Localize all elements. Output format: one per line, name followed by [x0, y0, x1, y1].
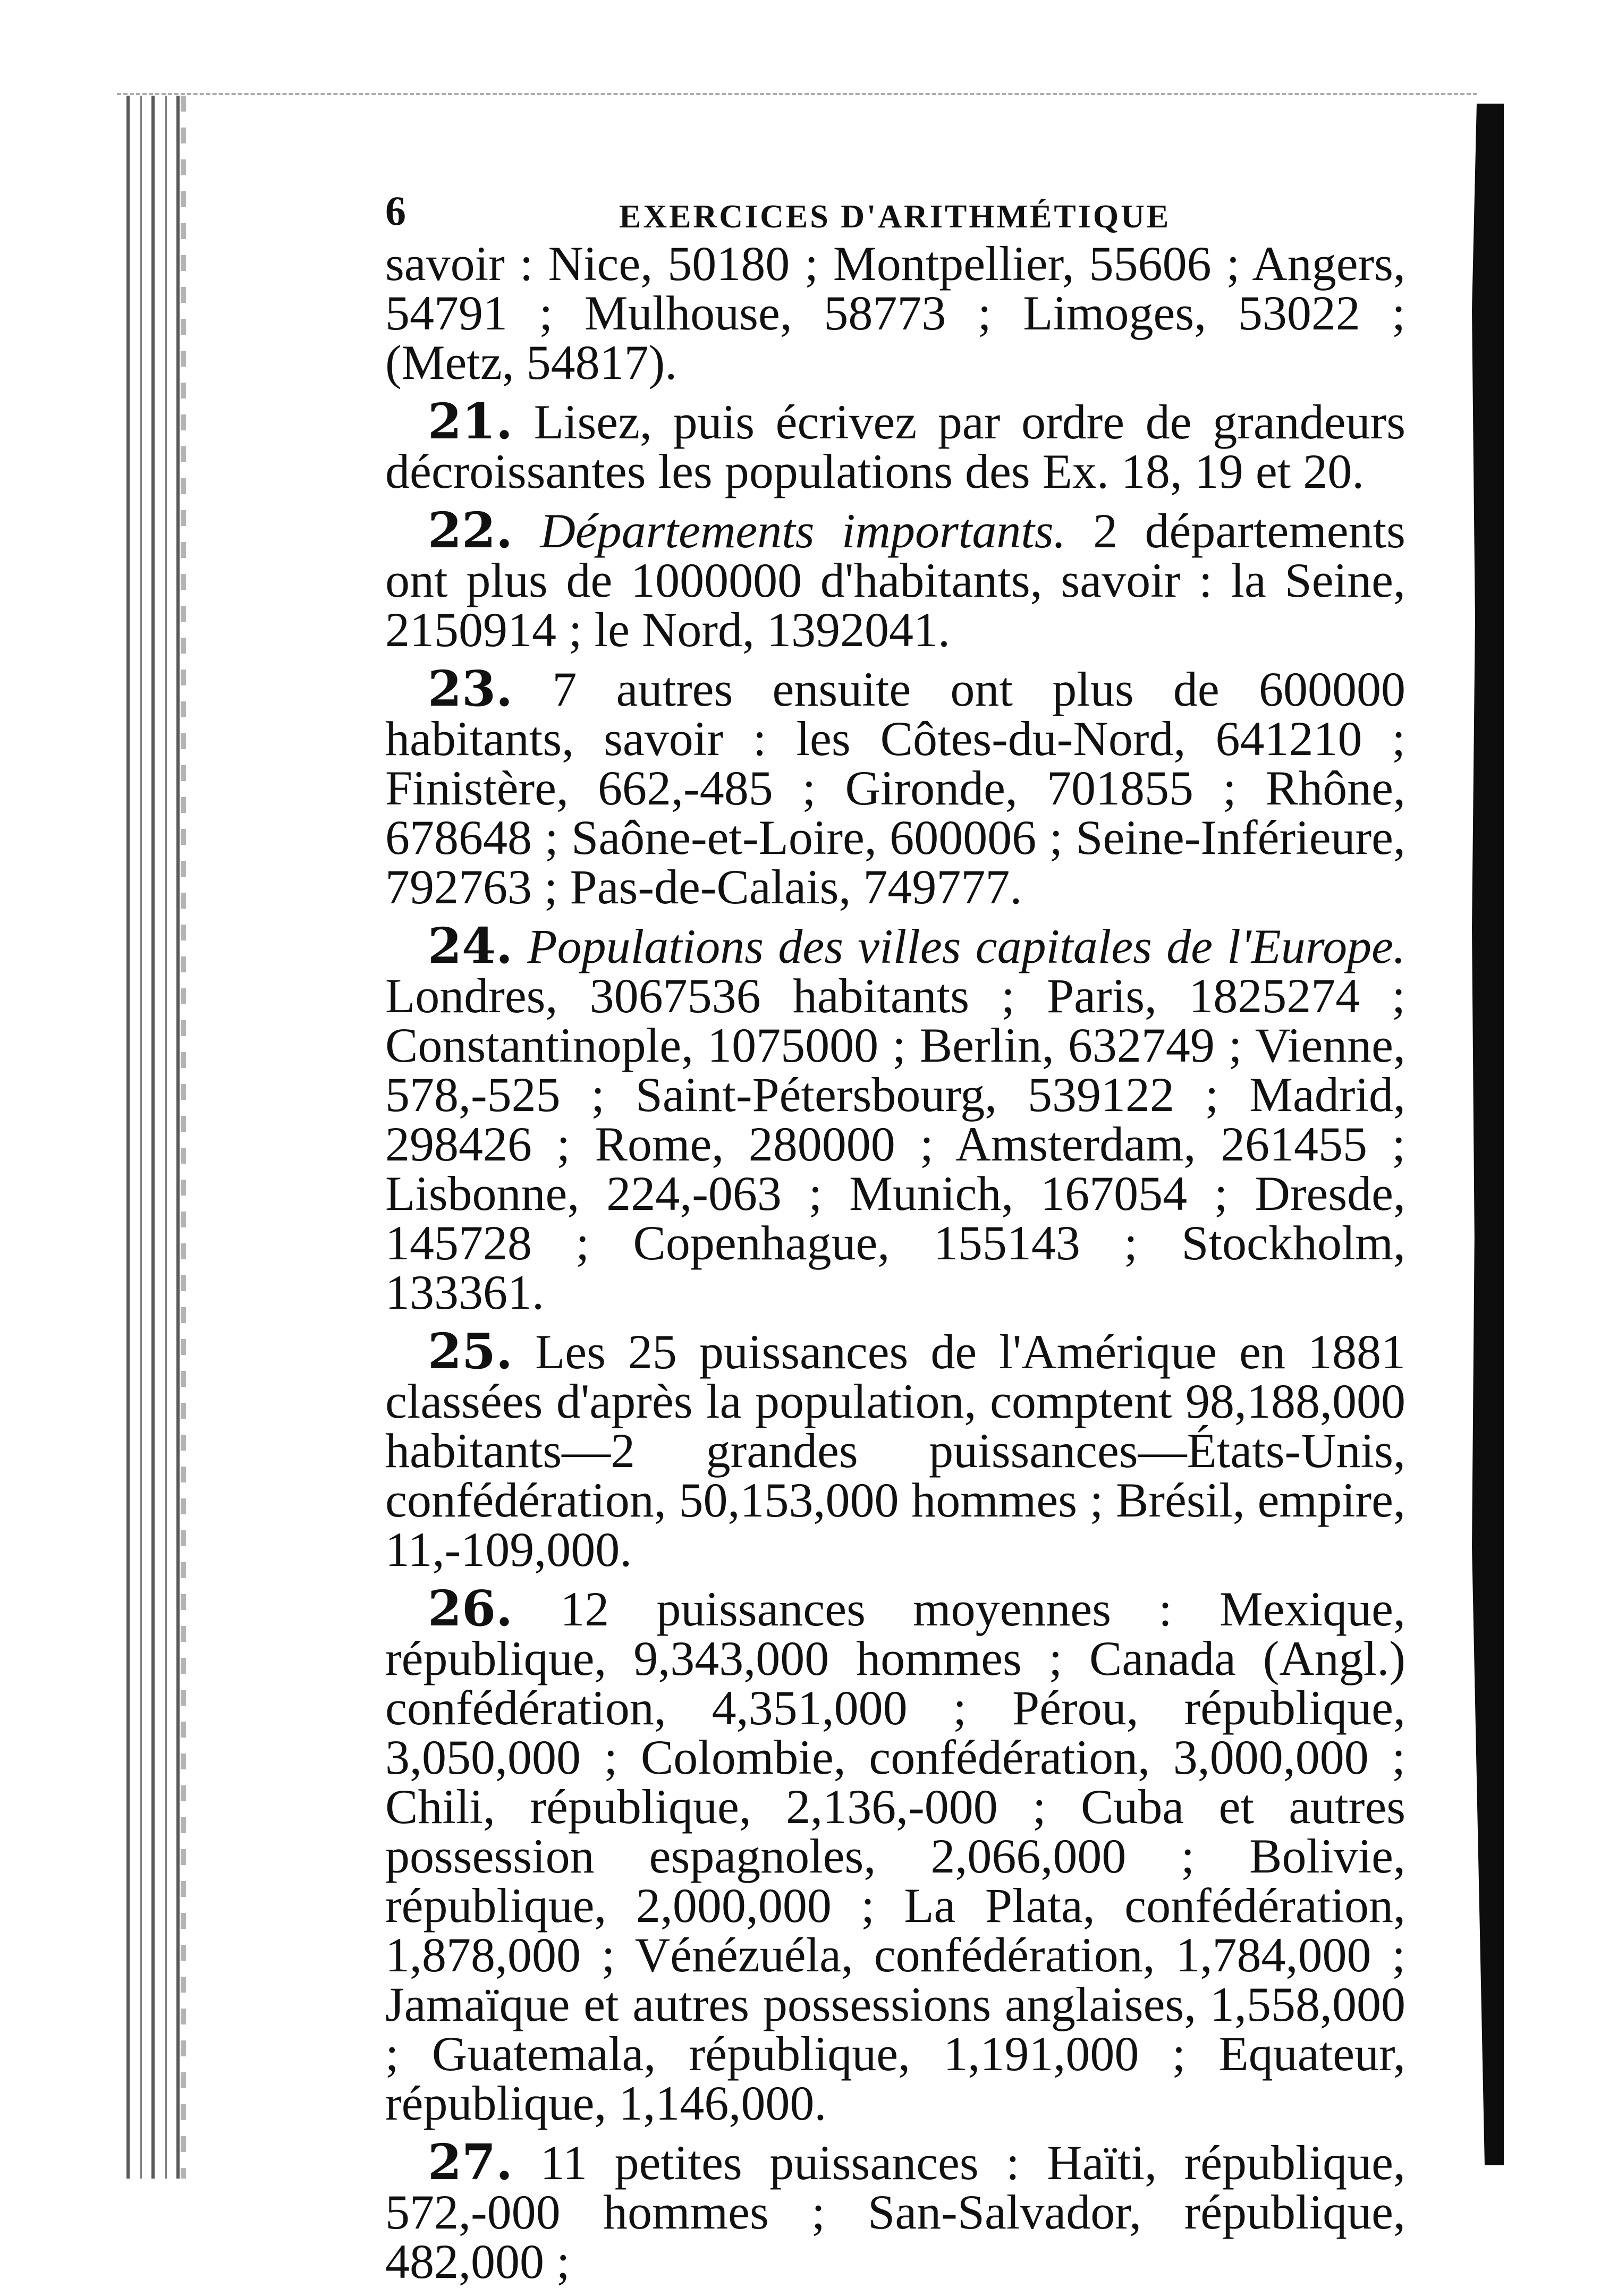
page-body	[385, 181, 1405, 2296]
exercise-23	[385, 660, 1405, 914]
exercise-21	[385, 393, 1406, 498]
book-binding-edge	[117, 96, 181, 2179]
exercise-25	[385, 1323, 1405, 1577]
paragraph-continuation	[385, 236, 1405, 389]
page-number: 6	[385, 188, 408, 234]
exercise-number: 27.	[428, 2133, 513, 2191]
exercise-number: 21.	[428, 393, 513, 450]
running-title: EXERCICES D'ARITHMÉTIQUE	[619, 199, 1171, 235]
exercise-24	[385, 917, 1405, 1319]
paragraph-text: Londres, 3067536 habitants ; Paris, 1825274 ; Constantinople, 1075000 ; Berlin, 632749 ; Vienne, 578,-525 ; Saint-Pétersbourg, 539122 ; Madrid, 298426 ; Rome, 280000 ; Amsterdam, 261455 ; Lisbonne, 224,-063 ; Munich, 167054 ; Dresde, 145728 ; Copenhague, 155143 ; Stockholm, 133361.	[385, 969, 1405, 1319]
exercise-22	[385, 502, 1405, 657]
exercise-number: 25.	[428, 1323, 513, 1380]
exercise-title: Populations des villes capitales de l'Europe.	[527, 919, 1405, 973]
book-spine-shadow	[1472, 104, 1504, 2165]
paragraph-text: 12 puissances moyennes : Mexique, république, 9,343,000 hommes ; Canada (Angl.) confédération, 4,351,000 ; Pérou, république, 3,050,000 ; Colombie, confédération, 3,000,000 ; Chili, république, 2,136,-000 ; Cuba et autres possession espagnoles, 2,066,000 ; Bolivie, république, 2,000,000 ; La Plata, confédération, 1,878,000 ; Vénézuéla, confédération, 1,784,000 ; Jamaïque et autres possessions anglaises, 1,558,000 ; Guatemala, république, 1,191,000 ; Equateur, république, 1,146,000.	[385, 1582, 1406, 2130]
exercise-number: 26.	[428, 1580, 513, 1637]
exercise-title: Départements importants.	[540, 504, 1066, 558]
exercise-27	[385, 2133, 1405, 2289]
paragraph-text: 2 départements ont plus de 1000000 d'habitants, savoir : la Seine, 2150914 ; le Nord, 1392041.	[385, 504, 1405, 657]
exercise-number: 24.	[428, 917, 513, 975]
paragraph-text: Les 25 puissances de l'Amérique en 1881 classées d'après la population, comptent 98,188,000 habitants—2 grandes puissances—États-Unis, confédération, 50,153,000 hommes ; Brésil, empire, 11,-109,000.	[385, 1325, 1405, 1577]
exercise-26	[385, 1580, 1406, 2130]
page-top-edge	[117, 93, 1477, 95]
paragraph-text: savoir : Nice, 50180 ; Montpellier, 55606 ; Angers, 54791 ; Mulhouse, 58773 ; Limoges, 53022 ; (Metz, 54817).	[385, 236, 1405, 389]
paragraph-text: Lisez, puis écrivez par ordre de grandeurs décroissantes les populations des Ex. 18, 19 et 20.	[385, 395, 1406, 498]
exercise-number: 23.	[428, 660, 513, 717]
running-header	[385, 181, 1405, 239]
paragraph-text: 7 autres ensuite ont plus de 600000 habitants, savoir : les Côtes-du-Nord, 641210 ; Finistère, 662,-485 ; Gironde, 701855 ; Rhône, 678648 ; Saône-et-Loire, 600006 ; Seine-Inférieure, 792763 ; Pas-de-Calais, 749777.	[385, 662, 1405, 914]
exercise-number: 22.	[428, 502, 513, 559]
binding-shadow	[181, 96, 186, 2179]
paragraph-text: 11 petites puissances : Haïti, république, 572,-000 hommes ; San-Salvador, république, 482,000 ;	[385, 2136, 1405, 2289]
